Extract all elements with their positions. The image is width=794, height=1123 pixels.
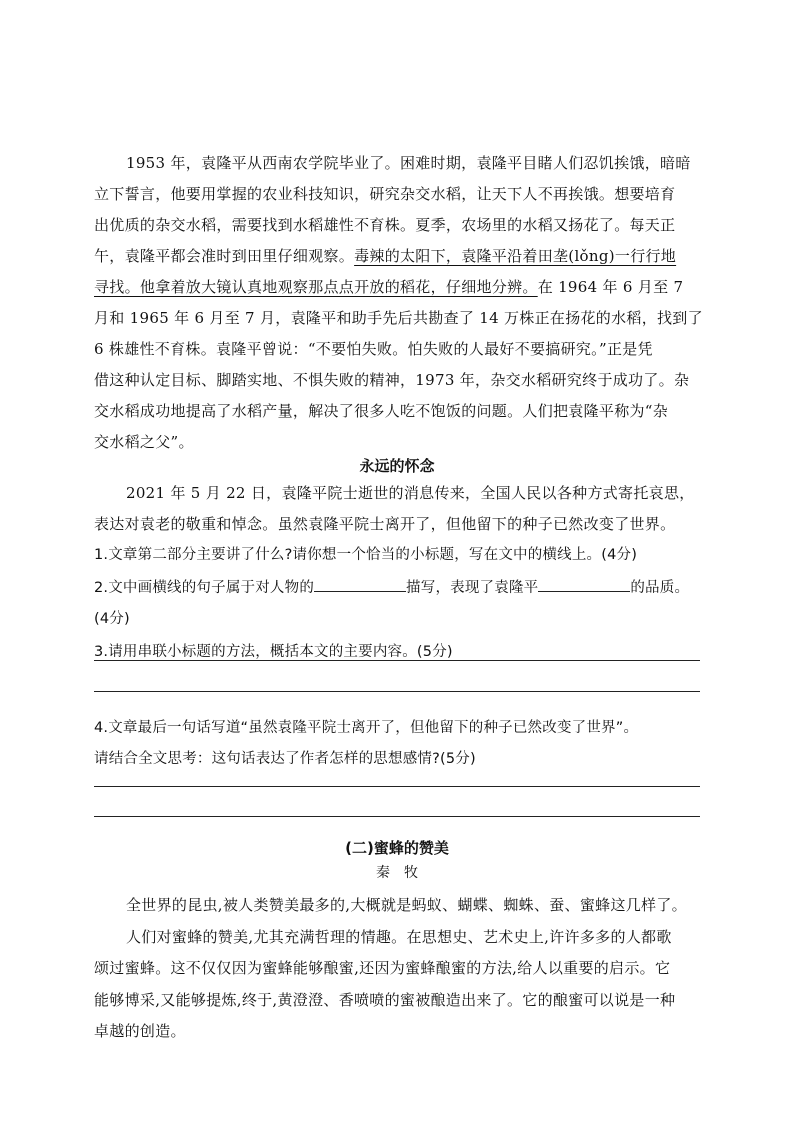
paragraph-line: 全世界的昆虫,被人类赞美最多的,大概就是蚂蚁、蝴蝶、蜘蛛、蚕、蜜蜂这几样了。 <box>126 896 687 914</box>
answer-line[interactable] <box>94 786 700 787</box>
plain-text: 午，袁隆平都会准时到田里仔细观察。 <box>94 247 355 265</box>
paragraph-line <box>94 241 700 272</box>
question-2-text: 描写，表现了袁隆平 <box>406 580 539 596</box>
answer-blank[interactable] <box>538 577 630 592</box>
question-1: 1.文章第二部分主要讲了什么?请你想一个恰当的小标题，写在文中的横线上。(4分) <box>94 547 638 563</box>
paragraph-line: 2021 年 5 月 22 日，袁隆平院士逝世的消息传来，全国人民以各种方式寄托哀思， <box>126 484 695 502</box>
paragraph-line: 卓越的创造。 <box>94 1022 186 1040</box>
answer-blank[interactable] <box>314 577 406 592</box>
answer-line[interactable] <box>94 660 700 661</box>
underlined-sentence: 毒辣的太阳下，袁隆平沿着田垄(lǒng)一行行地 <box>354 247 677 265</box>
question-2-text: 2.文中画横线的句子属于对人物的 <box>94 580 315 596</box>
answer-line[interactable] <box>94 816 700 817</box>
paragraph-line: 颂过蜜蜂。这不仅仅因为蜜蜂能够酿蜜,还因为蜜蜂酿蜜的方法,给人以重要的启示。它 <box>94 959 671 977</box>
underlined-sentence: 寻找。他拿着放大镜认真地观察那点点开放的稻花，仔细地分辨。 <box>94 278 538 296</box>
paragraph-line: 交水稻成功地提高了水稻产量，解决了很多人吃不饱饭的问题。人们把袁隆平称为“杂 <box>94 402 669 420</box>
question-3: 3.请用串联小标题的方法，概括本文的主要内容。(5分) <box>94 644 453 660</box>
question-2-score: (4分) <box>94 611 130 627</box>
paragraph-line: 交水稻之父”。 <box>94 433 194 451</box>
section-title: 永远的怀念 <box>359 457 435 475</box>
question-2 <box>94 573 700 604</box>
paragraph-line: 立下誓言，他要用掌握的农业科技知识，研究杂交水稻，让天下人不再挨饿。想要培育 <box>94 185 676 203</box>
paragraph-line: 月和 1965 年 6 月至 7 月，袁隆平和助手先后共勘查了 14 万株正在扬花的水稻，找到了 <box>94 309 703 327</box>
paragraph-line: 借这种认定目标、脚踏实地、不惧失败的精神，1973 年，杂交水稻研究终于成功了。杂 <box>94 371 690 389</box>
paragraph-line: 能够博采,又能够提炼,终于,黄澄澄、香喷喷的蜜被酿造出来了。它的酿蜜可以说是一种 <box>94 991 676 1009</box>
essay-title: (二)蜜蜂的赞美 <box>345 839 449 857</box>
question-2-text: 的品质。 <box>630 580 690 596</box>
paragraph-line: 人们对蜜蜂的赞美,尤其充满哲理的情趣。在思想史、艺术史上,许许多多的人都歌 <box>126 928 672 946</box>
question-4: 请结合全文思考：这句话表达了作者怎样的思想感情?(5分) <box>94 751 476 767</box>
essay-author: 秦 牧 <box>376 865 418 881</box>
paragraph-line: 表达对袁老的敬重和悼念。虽然袁隆平院士离开了，但他留下的种子已然改变了世界。 <box>94 515 676 533</box>
answer-line[interactable] <box>94 691 700 692</box>
paragraph-line: 6 株雄性不育株。袁隆平曾说：“不要怕失败。怕失败的人最好不要搞研究。”正是凭 <box>94 340 653 358</box>
plain-text: 在 1964 年 6 月至 7 <box>537 278 684 296</box>
paragraph-line: 出优质的杂交水稻，需要找到水稻雄性不育株。夏季，农场里的水稻又扬花了。每天正 <box>94 216 676 234</box>
question-4: 4.文章最后一句话写道“虽然袁隆平院士离开了，但他留下的种子已然改变了世界”。 <box>94 720 639 736</box>
paragraph-line: 1953 年，袁隆平从西南农学院毕业了。困难时期，袁隆平目睹人们忍饥挨饿，暗暗 <box>126 154 691 172</box>
paragraph-line <box>94 272 700 303</box>
